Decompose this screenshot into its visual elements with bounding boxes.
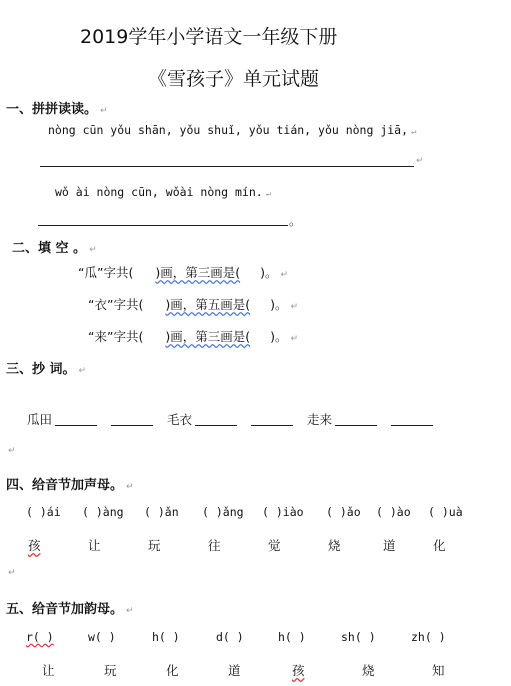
pinyin-blank[interactable]: r( )	[26, 630, 54, 644]
char: 道	[228, 663, 241, 678]
copy-line[interactable]	[335, 425, 377, 426]
copy-line[interactable]	[195, 425, 237, 426]
section-1-pinyin-line-2: wǒ ài nòng cūn, wǒài nòng mín. ↵	[55, 185, 272, 199]
answer-line-1[interactable]	[40, 166, 414, 167]
char: 孩	[292, 663, 305, 678]
line-mark: ↵	[8, 568, 16, 578]
section-5-pinyin-row	[26, 630, 476, 648]
copy-line[interactable]	[111, 425, 153, 426]
copy-line[interactable]	[55, 425, 97, 426]
char: 孩	[28, 538, 41, 553]
pinyin-blank[interactable]: ( )uà	[428, 505, 463, 519]
section-1-heading: 一、拼拼读读。 ↵	[6, 102, 108, 117]
copy-word-3: 走来	[307, 412, 333, 427]
char: 道	[383, 538, 396, 553]
pinyin-blank[interactable]: h( )	[278, 630, 306, 644]
line-mark: ↵	[8, 446, 16, 456]
copy-word-2: 毛衣	[167, 412, 193, 427]
char: 玩	[148, 538, 161, 553]
copy-line[interactable]	[251, 425, 293, 426]
char: 烧	[362, 663, 375, 678]
char: 化	[433, 538, 446, 553]
section-3-heading: 三、抄 词。 ↵	[6, 362, 87, 377]
char: 化	[166, 663, 179, 678]
char: 让	[42, 663, 55, 678]
fill-row-3: “来”字共( )画，第三画是( )。 ↵	[88, 329, 299, 344]
copy-word-1: 瓜田	[27, 412, 53, 427]
char: 往	[208, 538, 221, 553]
section-4-heading: 四、给音节加声母。 ↵	[6, 478, 134, 493]
section-4-char-row	[28, 536, 468, 556]
char: 知	[432, 663, 445, 678]
section-2-heading: 二、填 空 。 ↵	[12, 241, 97, 256]
char: 让	[88, 538, 101, 553]
fill-row-1: “瓜”字共( )画，第三画是( )。 ↵	[78, 265, 289, 280]
char: 烧	[328, 538, 341, 553]
page-title: 2019学年小学语文一年级下册	[80, 26, 338, 48]
answer-line-2[interactable]	[38, 225, 288, 226]
pinyin-blank[interactable]: zh( )	[411, 630, 446, 644]
answer-line-2-end: 。	[289, 213, 302, 228]
pinyin-blank[interactable]: w( )	[88, 630, 116, 644]
fill-row-2: “衣”字共( )画，第五画是( )。 ↵	[88, 297, 299, 312]
pinyin-blank[interactable]: ( )àng	[82, 505, 124, 519]
char: 觉	[268, 538, 281, 553]
pinyin-blank[interactable]: sh( )	[341, 630, 376, 644]
section-5-char-row	[42, 661, 482, 681]
pinyin-blank[interactable]: ( )ái	[26, 505, 61, 519]
char: 玩	[104, 663, 117, 678]
pinyin-blank[interactable]: ( )ǎo	[326, 505, 361, 519]
page-subtitle: 《雪孩子》单元试题	[148, 68, 320, 90]
pinyin-blank[interactable]: d( )	[216, 630, 244, 644]
pinyin-blank[interactable]: h( )	[152, 630, 180, 644]
section-1-pinyin-line-1: nòng cūn yǒu shān, yǒu shuǐ, yǒu tián, yǒu nòng jiā, ↵	[48, 123, 417, 137]
copy-line[interactable]	[391, 425, 433, 426]
pinyin-blank[interactable]: ( )ǎn	[144, 505, 179, 519]
section-5-heading: 五、给音节加韵母。 ↵	[6, 602, 134, 617]
line-mark: ↵	[416, 156, 424, 166]
pinyin-blank[interactable]: ( )iào	[262, 505, 304, 519]
pinyin-blank[interactable]: ( )ào	[376, 505, 411, 519]
pinyin-blank[interactable]: ( )ǎng	[202, 505, 244, 519]
